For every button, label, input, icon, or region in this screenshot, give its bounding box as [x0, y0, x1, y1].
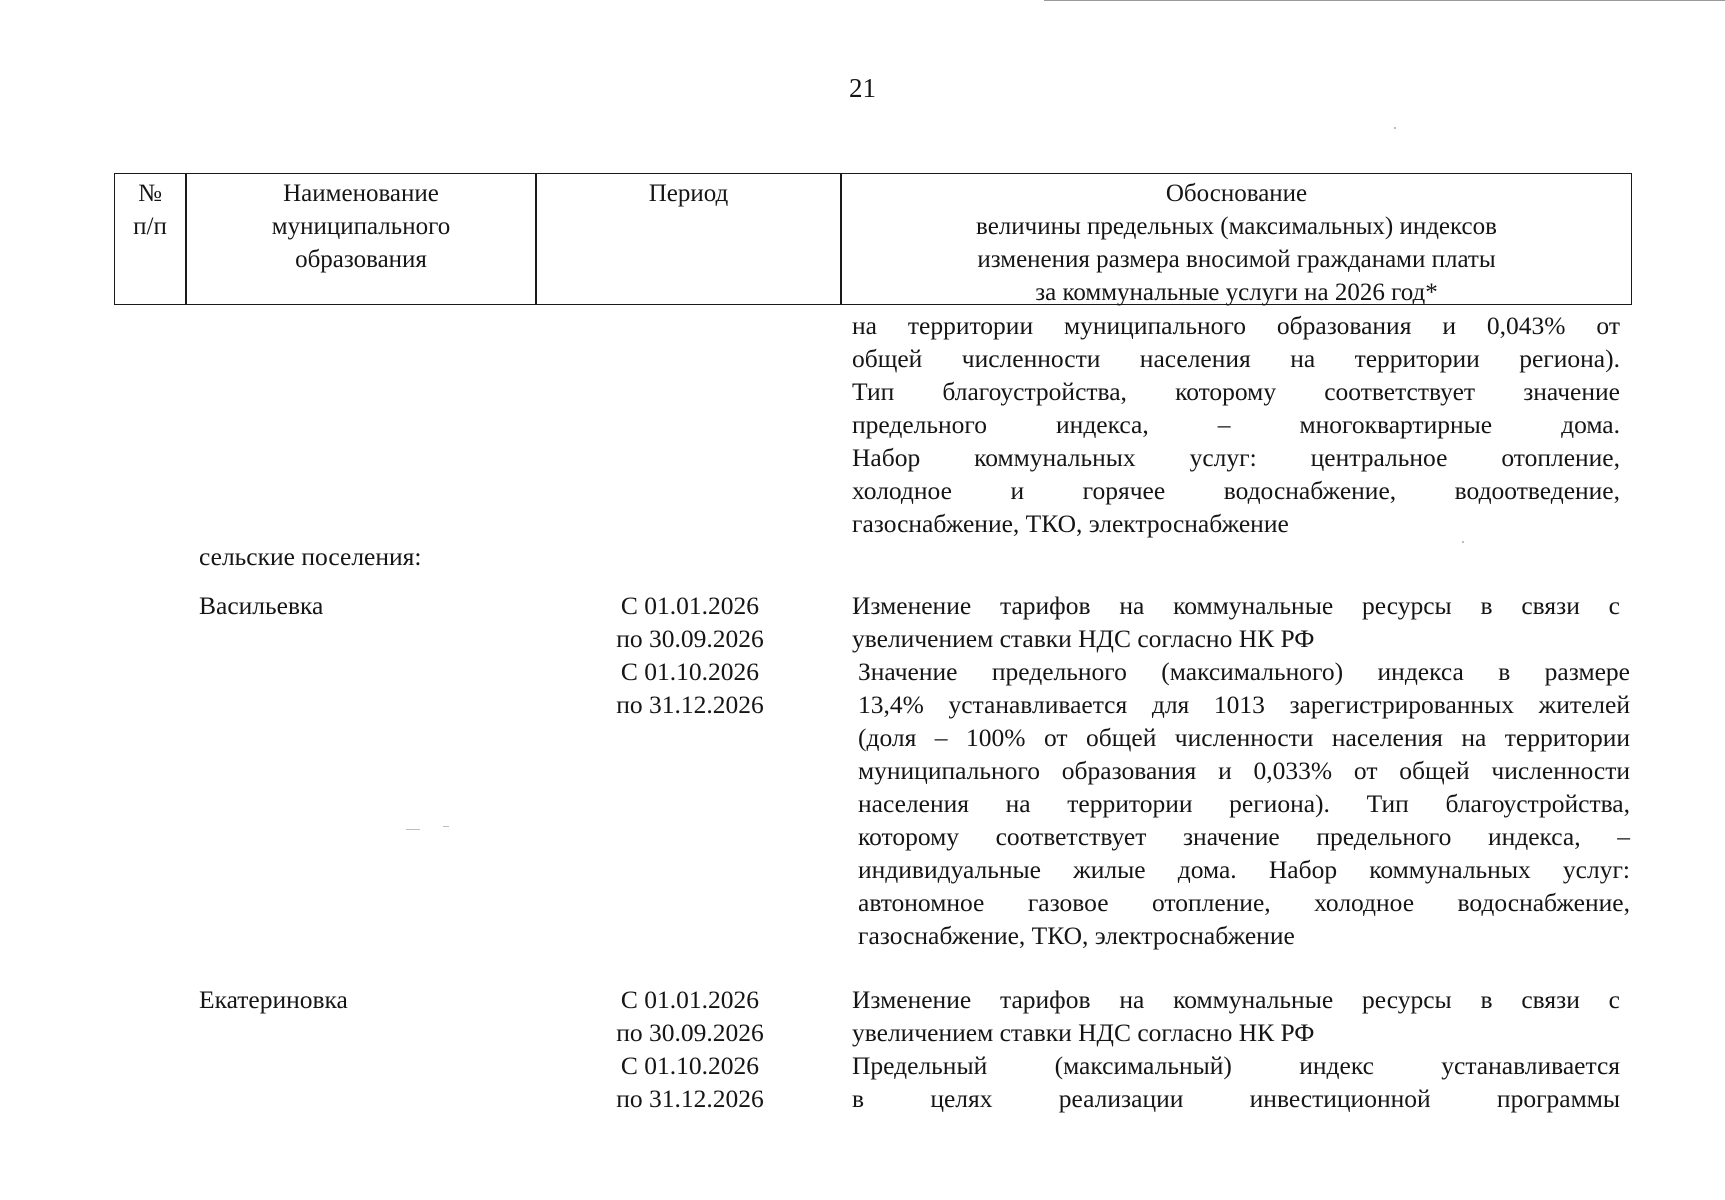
header-basis: Обоснование величины предельных (максимальных) индексов изменения размера вносимой гражданами платы за коммунальные услуги на 2026 год*: [976, 180, 1497, 306]
basis-tariff-text: Изменение тарифов на коммунальные ресурсы в связи с увеличением ставки НДС согласно НК РФ: [852, 985, 1620, 1047]
scan-speck: [443, 826, 449, 827]
municipality-name: Екатериновка: [199, 985, 348, 1014]
scan-speck: [1462, 541, 1464, 543]
basis-tariff-text: Изменение тарифов на коммунальные ресурсы в связи с увеличением ставки НДС согласно НК РФ: [852, 591, 1620, 653]
period-cell: С 01.01.2026 по 30.09.2026 С 01.10.2026 по 31.12.2026: [616, 591, 764, 719]
continuation-text: на территории муниципального образования и 0,043% от общей численности населения на территории региона). Тип благоустройства, которому соответствует значение предельного индекса, – многоквартирные дома. Набор коммунальных услуг: центральное отопление, холодное и горячее водоснабжение, водоотведение, газоснабжение, ТКО, электроснабжение: [852, 311, 1620, 538]
table-header: [114, 173, 1632, 305]
period-cell: С 01.01.2026 по 30.09.2026 С 01.10.2026 по 31.12.2026: [616, 985, 764, 1113]
basis-index-text: Значение предельного (максимального) индекса в размере 13,4% устанавливается для 1013 зарегистрированных жителей (доля – 100% от общей численности населения на территории муниципального образования и 0,033% от общей численности населения на территории региона). Тип благоустройства, которому соответствует значение предельного индекса, – индивидуальные жилые дома. Набор коммунальных услуг: автономное газовое отопление, холодное водоснабжение, газоснабжение, ТКО, электроснабжение: [858, 657, 1630, 950]
header-period: Период: [648, 180, 729, 207]
basis-index-text: Предельный (максимальный) индекс устанавливается в целях реализации инвестиционной программы: [852, 1051, 1620, 1113]
municipality-name: Васильевка: [199, 591, 324, 620]
page-number: 21: [849, 73, 876, 103]
header-number: № п/п: [133, 180, 167, 240]
scan-edge-line: [1044, 0, 1725, 1]
scan-speck: [1394, 127, 1396, 129]
scan-speck: [406, 829, 420, 830]
header-municipality: Наименование муниципального образования: [271, 180, 451, 273]
section-label: сельские поселения:: [199, 542, 422, 571]
